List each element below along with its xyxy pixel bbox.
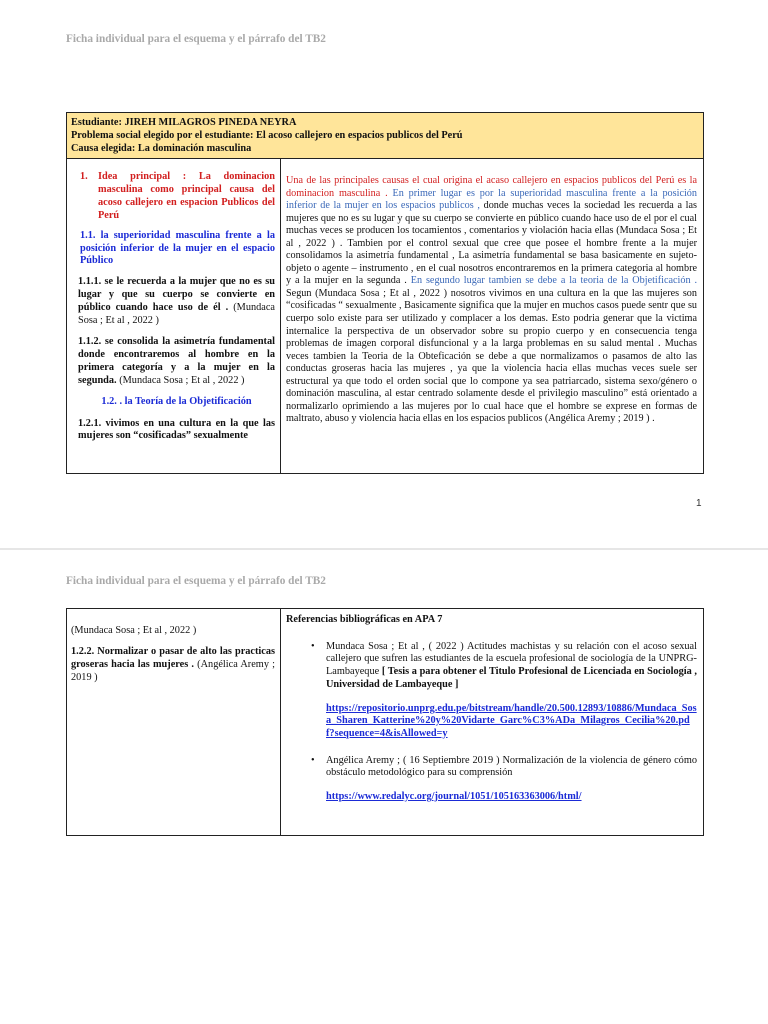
item-1-1-2-citation: (Mundaca Sosa ; Et al , 2022 ): [116, 374, 245, 386]
reference-2-body: [326, 755, 697, 804]
reference-1-link[interactable]: https://repositorio.unprg.edu.pe/bitstream/handle/20.500.12893/10886/Mundaca_Sosa_Sharen_Katterine%20y%20Vidarte_Garc%C3%ADa_Milagros_Cecilia%20.pdf?sequence=4&isAllowed=y: [326, 702, 697, 739]
cause-line: Causa elegida: La dominación masculina: [71, 143, 252, 155]
student-info-box: [67, 113, 703, 159]
bullet-icon: •: [311, 640, 315, 652]
page-header-2: Ficha individual para el esquema y el párrafo del TB2: [66, 575, 326, 587]
subtopic-1-2: 1.2. . la Teoría de la Objetificación: [101, 395, 252, 407]
paragraph-second-argument: En segundo lugar tambien se debe a la teoria de la Objetificación .: [406, 275, 697, 287]
paragraph-body-2: Segun (Mundaca Sosa ; Et al , 2022 ) nosotros vivimos en una cultura en la que las mujeres son “cosificadas “ sexualmente , Basicamente significa que la mujer en muchos casos puede sentr que su cuerpo solo existe para ser utilizado y complacer a los demas. Esto podria generar que la victima internalice la perspectiva de un observador sobre su propio cuerpo y en consecuencia tenga problemas de imagen corporal disfuncional y a la larga problemas en su salud mental . Muchas veces tambien la Teoria de la Obteficación se debe a que normalizamos o pasamos de alto las conductas groseras hacia las mujeres , ya que la violencia hacia ellas muchas veces suele ser estructural ya que todo el orden social que lo compone ya sea patriarcado, sistema sexo/género o dominación masculina, al estar centrado solamente desde el privilegio masculino” está orientado a normalizarlo oprimiendo a las mujeres por lo cual hace que el hombre se exprese en formas de maltrato, abuso y violencia hacia ellas en los espacios publicos (Angélica Aremy ; 2019 ) .: [286, 287, 697, 425]
item-1-2-1: 1.2.1. vivimos en una cultura en la que las mujeres son “cosificadas” sexualmente: [78, 417, 275, 442]
outline-column: [67, 159, 280, 473]
page-number: 1: [696, 498, 702, 509]
item-1-1-2-text: 1.1.2. se consolida la asimetría fundamental donde encontraremos al hombre en la primera categoría y a la mujer en la segunda.: [78, 335, 275, 386]
student-line: Estudiante: JIREH MILAGROS PINEDA NEYRA: [71, 117, 297, 128]
reference-2-link[interactable]: https://www.redalyc.org/journal/1051/105163363006/html/: [326, 791, 582, 803]
outline-table: [66, 112, 704, 474]
paragraph-column: [281, 159, 703, 473]
reference-1-text: Mundaca Sosa ; Et al , ( 2022 ) Actitudes machistas y su relación con el acoso sexual callejero que sufren las estudiantes de la escuela profesional de sociología de la UNPRG- Lambayeque: [326, 640, 697, 678]
subtopic-1-1: 1.1. la superioridad masculina frente a la posición inferior de la mujer en el espacio Público: [80, 229, 275, 267]
item-1-2-2-text: 1.2.2. Normalizar o pasar de alto las practicas groseras hacia las mujeres .: [71, 645, 275, 670]
item-1-2-2-citation: (Angélica Aremy ; 2019 ): [71, 658, 276, 683]
outline-column-continued: [67, 609, 280, 835]
document-page-2: [0, 550, 768, 1024]
reference-1-body: [326, 641, 697, 741]
continuation-table: [66, 608, 704, 836]
problem-line: Problema social elegido por el estudiante: El acoso callejero en espacios publicos del Perú: [71, 130, 463, 142]
references-column: [281, 609, 703, 835]
paragraph-first-argument: En primer lugar es por la superioridad masculina frente a la posición inferior de la mujer en los espacios publicos ,: [286, 187, 697, 212]
item-1-2-2: [71, 646, 275, 685]
paragraph-body-1: donde muchas veces la sociedad les recuerda a las mujeres que no es su lugar y que su cuerpo se convierte en público cuando hace uso de el por el cual muchas veces se producen los tocamientos , comentarios y violación hacia ellas (Mundaca Sosa ; Et al , 2022 ) . Tambien por el control sexual que cree que posee el hombre frente a la mujer consolidamos la asimetría fundamental , La asimetría fundamental se basa basicamente en sujeto-objeto o agente – instrumento , en el cual nosotros encontraremos en la primera categoria al hombre y a la mujer en la segunda .: [286, 200, 697, 287]
bullet-icon: •: [311, 754, 315, 766]
references-title: Referencias bibliográficas en APA 7: [286, 614, 443, 625]
main-idea-text: Idea principal : La dominacion masculina como principal causa del acoso callejero en espacion Publicos del Perú: [98, 171, 275, 221]
item-1-1-1: [78, 276, 275, 328]
reference-1-thesis: [ Tesis a para obtener el Titulo Profesional de Licenciada en Sociología , Universidad de Lambayeque ]: [326, 666, 698, 690]
reference-2-text: Angélica Aremy ; ( 16 Septiembre 2019 ) Normalización de la violencia de género cómo obstáculo metodológico para su comprensión: [326, 754, 697, 779]
paragraph-topic-sentence: Una de las principales causas el cual origina el acaso callejero en espacios publicos del Perú es la dominacion masculina .: [286, 175, 697, 199]
reference-item-2: [286, 755, 697, 804]
page-header: Ficha individual para el esquema y el párrafo del TB2: [66, 33, 326, 45]
main-idea-number: 1.: [80, 171, 88, 182]
main-idea: [78, 171, 275, 223]
item-1-1-2: [78, 336, 275, 388]
item-1-1-1-text: 1.1.1. se le recuerda a la mujer que no es su lugar y que su cuerpo se convierte en público cuando hace uso de él .: [78, 276, 275, 314]
continued-citation: (Mundaca Sosa ; Et al , 2022 ): [71, 625, 197, 636]
reference-item-1: [286, 641, 697, 741]
item-1-1-1-citation: (Mundaca Sosa ; Et al , 2022 ): [78, 302, 275, 327]
